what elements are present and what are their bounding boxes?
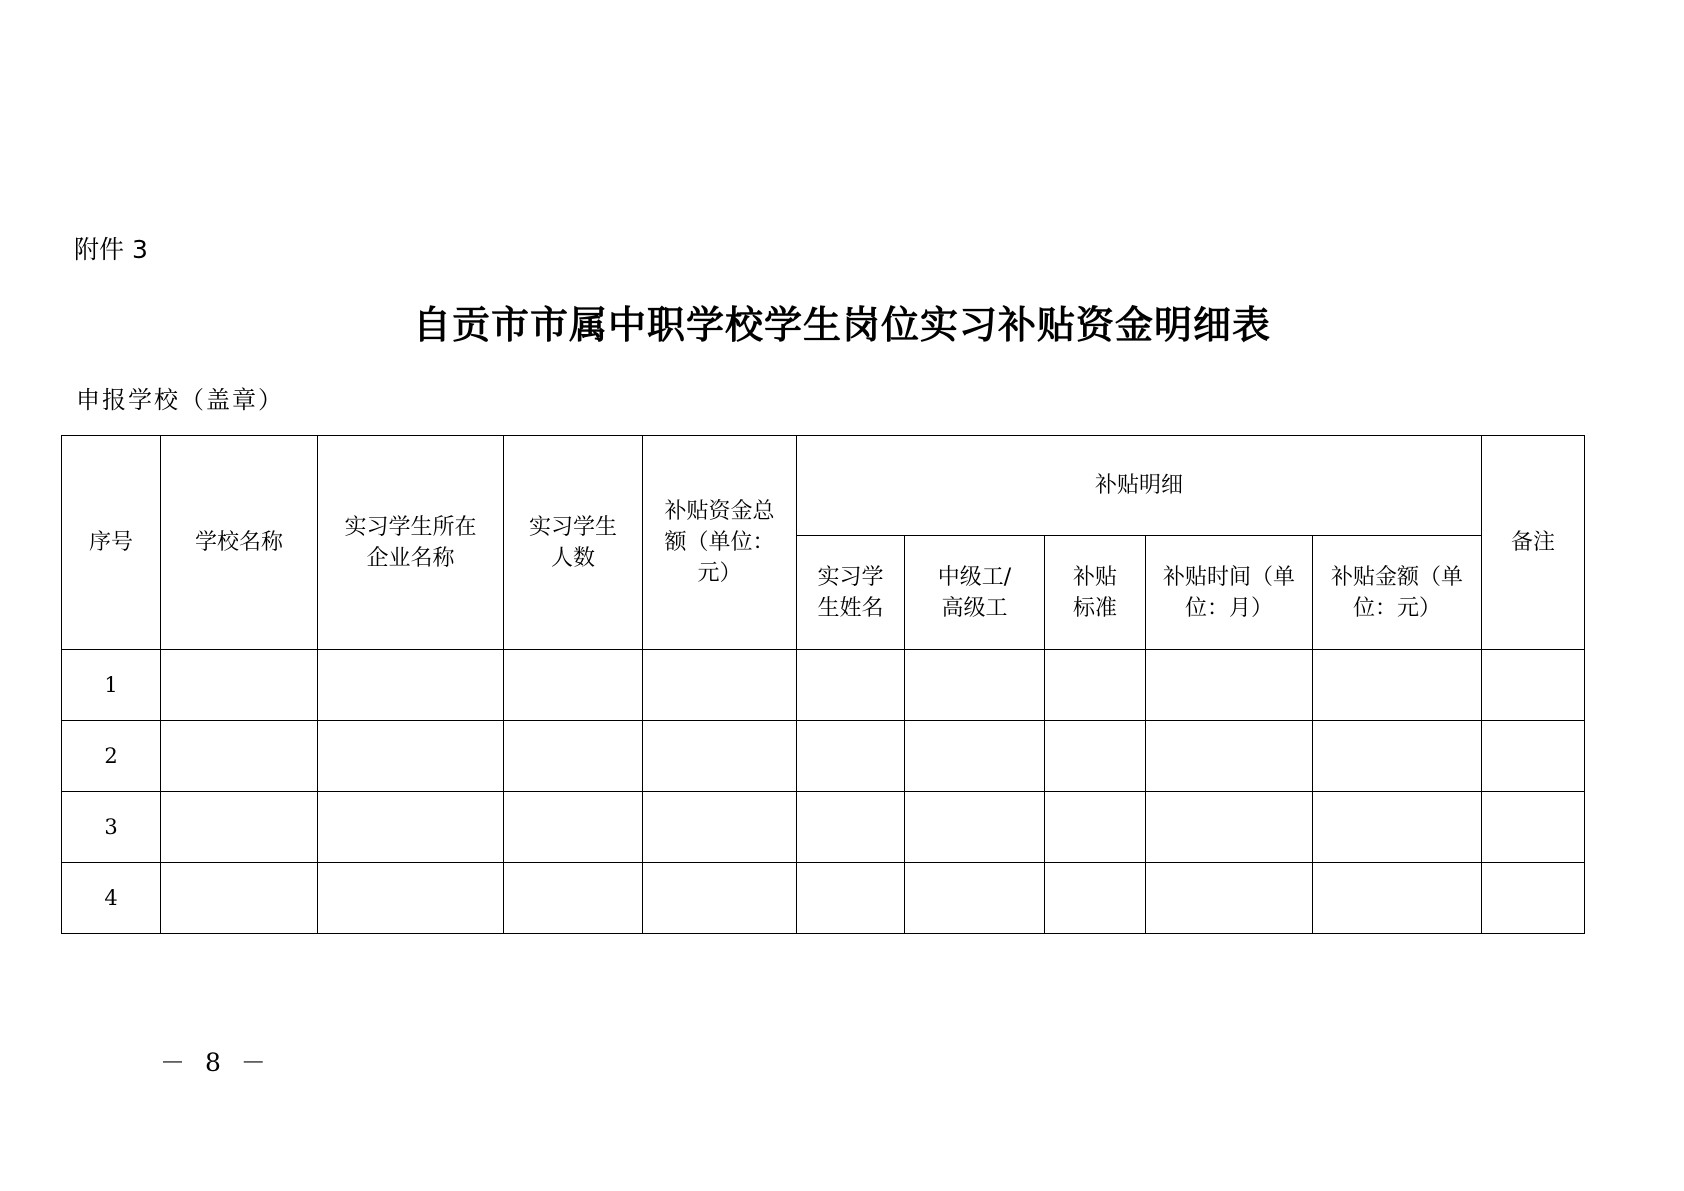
- header-remarks: 备注: [1482, 436, 1585, 650]
- cell: [905, 863, 1045, 934]
- reporting-school-label: 申报学校（盖章）: [76, 386, 284, 414]
- cell: [643, 863, 797, 934]
- header-student-name: 实习学生姓名: [797, 536, 905, 650]
- cell: [318, 650, 504, 721]
- header-subsidy-amount: 补贴金额（单位：元）: [1313, 536, 1482, 650]
- table-row: [62, 863, 1585, 934]
- cell: [1146, 650, 1313, 721]
- cell: [797, 863, 905, 934]
- header-school-name: 学校名称: [161, 436, 318, 650]
- cell: [797, 650, 905, 721]
- cell: [1045, 863, 1146, 934]
- header-total-amount: 补贴资金总额（单位：元）: [643, 436, 797, 650]
- table-row: [62, 721, 1585, 792]
- cell: [905, 721, 1045, 792]
- cell: [905, 650, 1045, 721]
- cell: [905, 792, 1045, 863]
- table-row: [62, 650, 1585, 721]
- subsidy-detail-table: [61, 435, 1585, 934]
- cell: [1313, 650, 1482, 721]
- cell: [1313, 863, 1482, 934]
- cell: [504, 721, 643, 792]
- cell: [1146, 863, 1313, 934]
- header-student-count: 实习学生人数: [504, 436, 643, 650]
- header-worker-level: 中级工/高级工: [905, 536, 1045, 650]
- header-index: 序号: [62, 436, 161, 650]
- attachment-label: 附件 3: [74, 235, 148, 264]
- cell: [1313, 792, 1482, 863]
- header-subsidy-detail: 补贴明细: [797, 436, 1482, 536]
- cell: [1313, 721, 1482, 792]
- cell: [1045, 650, 1146, 721]
- header-subsidy-standard: 补贴标准: [1045, 536, 1146, 650]
- cell: [797, 792, 905, 863]
- header-company-name: 实习学生所在企业名称: [318, 436, 504, 650]
- cell: [161, 863, 318, 934]
- cell: [1146, 792, 1313, 863]
- cell: [1482, 863, 1585, 934]
- row-index: 3: [62, 792, 161, 863]
- cell: [1482, 792, 1585, 863]
- row-index: 1: [62, 650, 161, 721]
- cell: [318, 792, 504, 863]
- cell: [643, 721, 797, 792]
- cell: [161, 792, 318, 863]
- cell: [643, 792, 797, 863]
- header-row-1: [62, 436, 1585, 536]
- table-row: [62, 792, 1585, 863]
- document-title: 自贡市市属中职学校学生岗位实习补贴资金明细表: [412, 303, 1271, 347]
- cell: [1146, 721, 1313, 792]
- cell: [643, 650, 797, 721]
- cell: [161, 721, 318, 792]
- header-subsidy-duration: 补贴时间（单位：月）: [1146, 536, 1313, 650]
- cell: [1045, 792, 1146, 863]
- row-index: 2: [62, 721, 161, 792]
- cell: [1482, 650, 1585, 721]
- cell: [504, 792, 643, 863]
- row-index: 4: [62, 863, 161, 934]
- cell: [318, 863, 504, 934]
- page-number: － 8 －: [160, 1048, 272, 1077]
- cell: [318, 721, 504, 792]
- cell: [161, 650, 318, 721]
- cell: [504, 863, 643, 934]
- cell: [797, 721, 905, 792]
- cell: [1045, 721, 1146, 792]
- cell: [504, 650, 643, 721]
- cell: [1482, 721, 1585, 792]
